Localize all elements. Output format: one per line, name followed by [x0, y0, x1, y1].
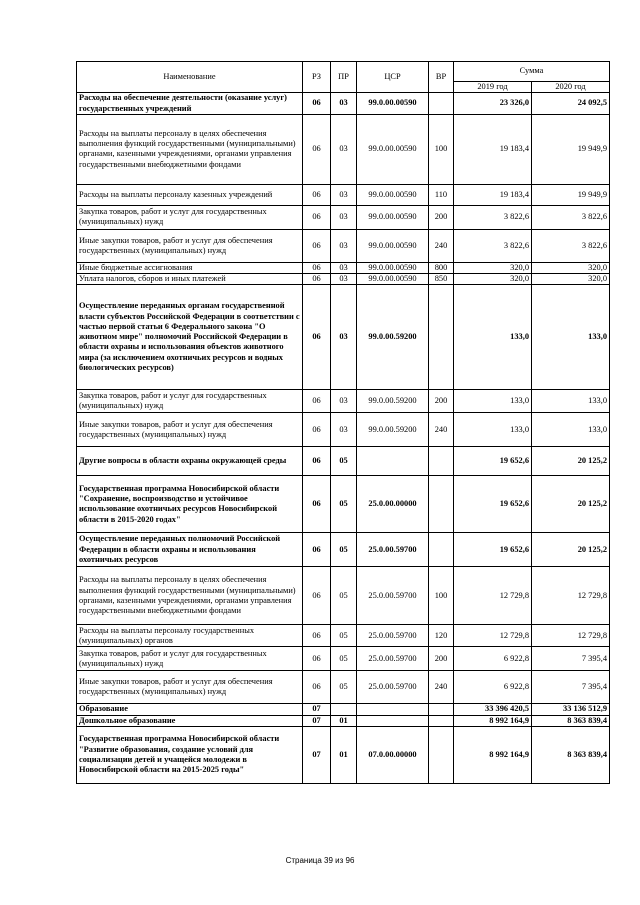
cell-s2019: 3 822,6: [454, 205, 532, 229]
cell-s2019: 133,0: [454, 413, 532, 447]
table-row: [77, 533, 610, 567]
cell-s2020: 7 395,4: [532, 671, 610, 704]
cell-s2019: 33 396 420,5: [454, 704, 532, 715]
cell-csr: [357, 447, 429, 476]
cell-rz: 06: [303, 567, 331, 625]
table-row: [77, 447, 610, 476]
cell-name: Осуществление переданных органам государственной власти субъектов Российской Федерации в соответствии с частью первой статьи 6 Федерального закона "О животном мире" полномочий Российской Федерации в области охраны и использования объектов животного мира (за исключением охотничьих ресурсов и водных биологических ресурсов): [77, 285, 303, 390]
table-row: [77, 262, 610, 273]
cell-csr: 99.0.00.00590: [357, 93, 429, 115]
table-row: [77, 671, 610, 704]
table-row: [77, 715, 610, 726]
cell-csr: 99.0.00.00590: [357, 114, 429, 184]
cell-s2020: 7 395,4: [532, 647, 610, 671]
cell-pr: 05: [331, 476, 357, 533]
cell-vr: [429, 285, 454, 390]
cell-pr: 03: [331, 229, 357, 262]
table-row: [77, 184, 610, 205]
header-name: Наименование: [77, 62, 303, 93]
cell-csr: 99.0.00.00590: [357, 262, 429, 273]
cell-s2020: 19 949,9: [532, 184, 610, 205]
cell-s2019: 320,0: [454, 274, 532, 285]
cell-pr: 01: [331, 726, 357, 783]
cell-s2019: 12 729,8: [454, 567, 532, 625]
cell-vr: [429, 704, 454, 715]
table-row: [77, 114, 610, 184]
cell-pr: 01: [331, 715, 357, 726]
cell-name: Иные бюджетные ассигнования: [77, 262, 303, 273]
header-year-2020: 2020 год: [532, 82, 610, 93]
cell-vr: [429, 533, 454, 567]
cell-name: Закупка товаров, работ и услуг для государственных (муниципальных) нужд: [77, 647, 303, 671]
cell-s2019: 320,0: [454, 262, 532, 273]
cell-s2019: 8 992 164,9: [454, 715, 532, 726]
header-pr: ПР: [331, 62, 357, 93]
cell-s2020: 133,0: [532, 413, 610, 447]
cell-pr: 05: [331, 447, 357, 476]
cell-rz: 06: [303, 447, 331, 476]
cell-csr: 99.0.00.59200: [357, 390, 429, 413]
cell-name: Уплата налогов, сборов и иных платежей: [77, 274, 303, 285]
cell-pr: [331, 704, 357, 715]
cell-csr: 25.0.00.00000: [357, 476, 429, 533]
table-row: [77, 285, 610, 390]
cell-csr: 99.0.00.00590: [357, 184, 429, 205]
header-csr: ЦСР: [357, 62, 429, 93]
cell-s2019: 6 922,8: [454, 647, 532, 671]
cell-csr: 25.0.00.59700: [357, 533, 429, 567]
cell-vr: 850: [429, 274, 454, 285]
cell-s2020: 24 092,5: [532, 93, 610, 115]
cell-s2020: 133,0: [532, 390, 610, 413]
cell-s2020: 12 729,8: [532, 625, 610, 647]
cell-rz: 07: [303, 704, 331, 715]
cell-pr: 03: [331, 262, 357, 273]
cell-vr: 200: [429, 390, 454, 413]
cell-rz: 06: [303, 114, 331, 184]
cell-s2020: 3 822,6: [532, 205, 610, 229]
cell-csr: [357, 715, 429, 726]
cell-pr: 05: [331, 533, 357, 567]
table-row: [77, 567, 610, 625]
cell-vr: [429, 715, 454, 726]
cell-s2020: 133,0: [532, 285, 610, 390]
cell-name: Государственная программа Новосибирской области "Сохранение, воспроизводство и устойчивое использование охотничьих ресурсов Новосибирской области в 2015-2020 годах": [77, 476, 303, 533]
cell-csr: 25.0.00.59700: [357, 647, 429, 671]
cell-s2020: 320,0: [532, 274, 610, 285]
header-rz: РЗ: [303, 62, 331, 93]
cell-name: Расходы на обеспечение деятельности (оказание услуг) государственных учреждений: [77, 93, 303, 115]
cell-rz: 06: [303, 390, 331, 413]
cell-s2019: 12 729,8: [454, 625, 532, 647]
cell-name: Государственная программа Новосибирской области "Развитие образования, создание условий для социализации детей и учащейся молодежи в Новосибирской области на 2015-2025 годы": [77, 726, 303, 783]
cell-s2019: 19 652,6: [454, 476, 532, 533]
cell-rz: 06: [303, 285, 331, 390]
cell-pr: 03: [331, 184, 357, 205]
cell-s2019: 19 183,4: [454, 114, 532, 184]
cell-name: Закупка товаров, работ и услуг для государственных (муниципальных) нужд: [77, 205, 303, 229]
cell-csr: 25.0.00.59700: [357, 567, 429, 625]
cell-s2020: 12 729,8: [532, 567, 610, 625]
cell-rz: 06: [303, 229, 331, 262]
cell-rz: 06: [303, 205, 331, 229]
cell-s2019: 133,0: [454, 390, 532, 413]
cell-name: Образование: [77, 704, 303, 715]
cell-rz: 06: [303, 476, 331, 533]
cell-vr: 120: [429, 625, 454, 647]
cell-name: Расходы на выплаты персоналу казенных учреждений: [77, 184, 303, 205]
cell-rz: 07: [303, 715, 331, 726]
cell-pr: 03: [331, 413, 357, 447]
table-row: [77, 205, 610, 229]
table-row: [77, 625, 610, 647]
cell-name: Иные закупки товаров, работ и услуг для обеспечения государственных (муниципальных) нужд: [77, 413, 303, 447]
cell-s2020: 19 949,9: [532, 114, 610, 184]
cell-rz: 06: [303, 274, 331, 285]
cell-pr: 05: [331, 671, 357, 704]
cell-rz: 06: [303, 625, 331, 647]
cell-vr: 200: [429, 205, 454, 229]
table-row: [77, 413, 610, 447]
cell-csr: 99.0.00.00590: [357, 205, 429, 229]
table-row: [77, 476, 610, 533]
cell-s2020: 33 136 512,9: [532, 704, 610, 715]
cell-name: Иные закупки товаров, работ и услуг для обеспечения государственных (муниципальных) нужд: [77, 671, 303, 704]
cell-pr: 03: [331, 114, 357, 184]
table-row: [77, 726, 610, 783]
cell-rz: 06: [303, 93, 331, 115]
cell-vr: [429, 447, 454, 476]
budget-table: [76, 61, 610, 784]
table-body: [77, 93, 610, 784]
cell-s2020: 8 363 839,4: [532, 726, 610, 783]
cell-rz: 06: [303, 647, 331, 671]
cell-s2019: 19 183,4: [454, 184, 532, 205]
cell-rz: 06: [303, 262, 331, 273]
header-sum: Сумма: [454, 62, 610, 82]
cell-vr: [429, 726, 454, 783]
cell-name: Закупка товаров, работ и услуг для государственных (муниципальных) нужд: [77, 390, 303, 413]
cell-name: Расходы на выплаты персоналу в целях обеспечения выполнения функций государственными (муниципальными) органами, казенными учреждениями, органами управления государственными внебюджетными фондами: [77, 114, 303, 184]
cell-s2020: 8 363 839,4: [532, 715, 610, 726]
cell-name: Осуществление переданных полномочий Российской Федерации в области охраны и использования охотничьих ресурсов: [77, 533, 303, 567]
cell-s2020: 20 125,2: [532, 476, 610, 533]
cell-vr: 240: [429, 671, 454, 704]
cell-csr: [357, 704, 429, 715]
cell-vr: 110: [429, 184, 454, 205]
table-row: [77, 647, 610, 671]
table-row: [77, 93, 610, 115]
cell-s2019: 23 326,0: [454, 93, 532, 115]
cell-name: Расходы на выплаты персоналу государственных (муниципальных) органов: [77, 625, 303, 647]
cell-pr: 03: [331, 205, 357, 229]
cell-name: Иные закупки товаров, работ и услуг для обеспечения государственных (муниципальных) нужд: [77, 229, 303, 262]
page-number: Страница 39 из 96: [285, 856, 355, 865]
table-row: [77, 704, 610, 715]
cell-s2020: 20 125,2: [532, 447, 610, 476]
header-year-2019: 2019 год: [454, 82, 532, 93]
cell-rz: 06: [303, 413, 331, 447]
cell-vr: 200: [429, 647, 454, 671]
cell-name: Расходы на выплаты персоналу в целях обеспечения выполнения функций государственными (муниципальными) органами, казенными учреждениями, органами управления государственными внебюджетными фондами: [77, 567, 303, 625]
table-row: [77, 229, 610, 262]
cell-pr: 03: [331, 390, 357, 413]
cell-csr: 25.0.00.59700: [357, 671, 429, 704]
cell-vr: 240: [429, 413, 454, 447]
cell-pr: 03: [331, 93, 357, 115]
cell-name: Другие вопросы в области охраны окружающей среды: [77, 447, 303, 476]
cell-rz: 06: [303, 671, 331, 704]
cell-rz: 07: [303, 726, 331, 783]
cell-csr: 99.0.00.59200: [357, 285, 429, 390]
cell-pr: 05: [331, 647, 357, 671]
cell-pr: 03: [331, 285, 357, 390]
cell-s2020: 3 822,6: [532, 229, 610, 262]
table-row: [77, 390, 610, 413]
cell-pr: 05: [331, 567, 357, 625]
cell-rz: 06: [303, 184, 331, 205]
cell-s2019: 19 652,6: [454, 533, 532, 567]
cell-csr: 99.0.00.00590: [357, 274, 429, 285]
cell-pr: 03: [331, 274, 357, 285]
cell-vr: 100: [429, 114, 454, 184]
cell-csr: 07.0.00.00000: [357, 726, 429, 783]
cell-vr: [429, 93, 454, 115]
cell-name: Дошкольное образование: [77, 715, 303, 726]
cell-csr: 25.0.00.59700: [357, 625, 429, 647]
cell-csr: 99.0.00.59200: [357, 413, 429, 447]
cell-vr: 100: [429, 567, 454, 625]
cell-pr: 05: [331, 625, 357, 647]
cell-csr: 99.0.00.00590: [357, 229, 429, 262]
cell-s2019: 8 992 164,9: [454, 726, 532, 783]
cell-s2020: 320,0: [532, 262, 610, 273]
cell-s2019: 6 922,8: [454, 671, 532, 704]
cell-vr: 240: [429, 229, 454, 262]
cell-vr: [429, 476, 454, 533]
cell-rz: 06: [303, 533, 331, 567]
table-header: [77, 62, 610, 93]
cell-s2019: 19 652,6: [454, 447, 532, 476]
cell-s2019: 3 822,6: [454, 229, 532, 262]
table-row: [77, 274, 610, 285]
header-vr: ВР: [429, 62, 454, 93]
cell-s2020: 20 125,2: [532, 533, 610, 567]
cell-s2019: 133,0: [454, 285, 532, 390]
cell-vr: 800: [429, 262, 454, 273]
